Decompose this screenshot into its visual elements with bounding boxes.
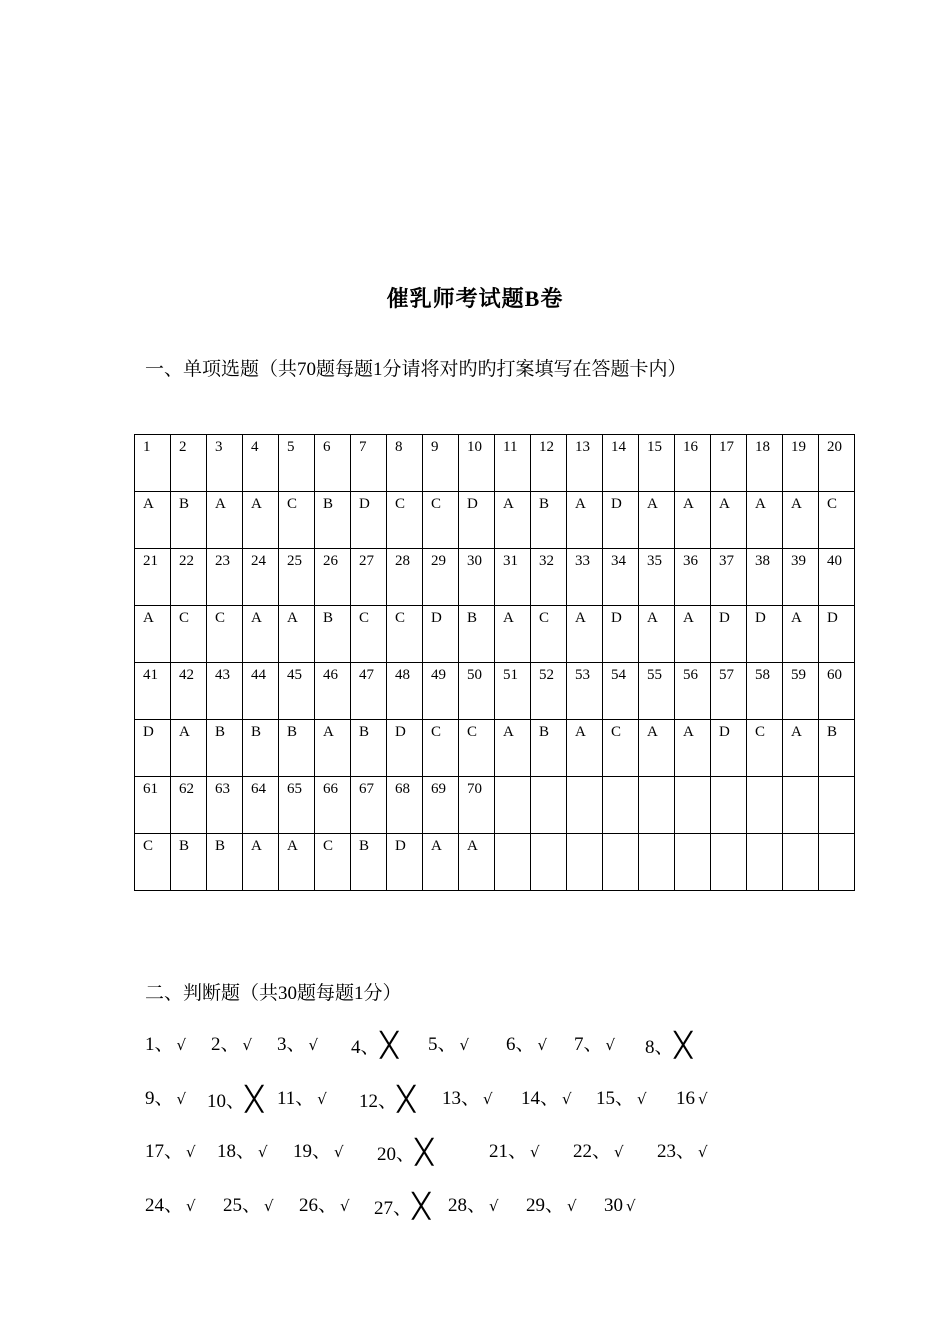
check-icon: √ [258,1143,268,1161]
answer-cell: A [171,720,207,777]
judgement-number: 10、 [207,1091,246,1112]
answer-cell: A [567,720,603,777]
judgement-number: 22、 [573,1141,612,1162]
question-number-cell: 19 [783,435,819,492]
answer-cell: C [135,834,171,891]
question-number-row [135,549,855,606]
answer-cell: D [135,720,171,777]
judgement-number: 13、 [442,1088,481,1109]
question-number-cell: 68 [387,777,423,834]
question-number-cell: 49 [423,663,459,720]
answer-cell: B [459,606,495,663]
answer-cell: A [567,492,603,549]
question-number-cell: 44 [243,663,279,720]
answer-cell [819,834,855,891]
judgement-number: 7、 [574,1034,603,1055]
question-number-cell: 4 [243,435,279,492]
question-number-cell: 38 [747,549,783,606]
judgement-item [293,1138,344,1166]
question-number-row [135,663,855,720]
answer-cell: A [459,834,495,891]
question-number-cell: 48 [387,663,423,720]
answer-cell: B [279,720,315,777]
check-icon: √ [626,1197,636,1215]
judgement-number: 15、 [596,1088,635,1109]
check-icon: √ [186,1143,196,1161]
question-number-cell: 66 [315,777,351,834]
question-number-cell: 9 [423,435,459,492]
question-number-cell: 8 [387,435,423,492]
judgement-number: 9、 [145,1088,174,1109]
question-number-cell: 51 [495,663,531,720]
judgement-number: 23、 [657,1141,696,1162]
answer-cell: D [351,492,387,549]
check-icon: √ [489,1197,499,1215]
answer-cell: D [387,834,423,891]
answer-cell: A [423,834,459,891]
judgement-item [573,1138,624,1166]
check-icon: √ [176,1090,187,1108]
question-number-cell: 27 [351,549,387,606]
question-number-cell: 10 [459,435,495,492]
judgement-number: 8、 [645,1037,674,1058]
judgement-number: 12、 [359,1091,398,1112]
judgement-number: 6、 [506,1034,535,1055]
judgement-number: 14、 [521,1088,560,1109]
question-number-cell [495,777,531,834]
judgement-item [574,1031,615,1059]
judgement-number: 20、 [377,1144,416,1165]
judgement-item [657,1138,708,1166]
judgement-item [428,1031,469,1059]
answer-cell: C [207,606,243,663]
answer-cell: B [351,834,387,891]
question-number-cell: 26 [315,549,351,606]
judgement-number: 26、 [299,1195,338,1216]
answer-cell: B [171,834,207,891]
answer-cell: C [423,720,459,777]
judgement-item [596,1085,647,1113]
answer-cell: A [495,606,531,663]
question-number-cell: 32 [531,549,567,606]
judgement-item [299,1192,350,1220]
answer-row [135,492,855,549]
answer-cell: C [603,720,639,777]
judgement-item [676,1085,708,1113]
check-icon: √ [264,1197,274,1215]
answer-cell: B [171,492,207,549]
cross-icon: ╳ [397,1085,415,1113]
answer-row [135,834,855,891]
question-number-cell: 59 [783,663,819,720]
question-number-cell: 57 [711,663,747,720]
question-number-cell: 70 [459,777,495,834]
judgement-number: 28、 [448,1195,487,1216]
check-icon: √ [459,1036,470,1054]
judgement-number: 18、 [217,1141,256,1162]
answer-cell [531,834,567,891]
check-icon: √ [562,1090,572,1108]
question-number-cell: 63 [207,777,243,834]
answer-cell: C [171,606,207,663]
question-number-cell: 25 [279,549,315,606]
section2-heading: 二、判断题（共30题每题1分） [145,983,402,1004]
judgement-number: 19、 [293,1141,332,1162]
answer-cell: D [819,606,855,663]
answer-cell: C [315,834,351,891]
judgement-number: 3、 [277,1034,306,1055]
judgement-item [448,1192,499,1220]
answer-cell: A [783,492,819,549]
answer-cell [603,834,639,891]
question-number-cell: 53 [567,663,603,720]
question-number-cell: 55 [639,663,675,720]
judgement-item [645,1031,690,1062]
question-number-cell [675,777,711,834]
check-icon: √ [698,1143,708,1161]
answer-cell [711,834,747,891]
question-number-cell: 52 [531,663,567,720]
answer-cell: D [711,606,747,663]
question-number-cell: 6 [315,435,351,492]
cross-icon: ╳ [245,1085,263,1113]
judgement-item [377,1138,431,1169]
answer-cell: A [783,720,819,777]
answer-row [135,720,855,777]
judgement-number: 1、 [145,1034,174,1055]
judgement-item [217,1138,268,1166]
judgement-item [442,1085,493,1113]
answer-cell: C [459,720,495,777]
check-icon: √ [308,1036,319,1054]
judgement-item [207,1085,261,1116]
judgement-item [489,1138,540,1166]
question-number-cell: 50 [459,663,495,720]
question-number-cell: 67 [351,777,387,834]
question-number-cell: 13 [567,435,603,492]
question-number-cell [819,777,855,834]
question-number-row [135,777,855,834]
judgement-number: 24、 [145,1195,184,1216]
check-icon: √ [567,1197,577,1215]
answer-cell: B [531,492,567,549]
question-number-row [135,435,855,492]
question-number-cell: 65 [279,777,315,834]
question-number-cell: 42 [171,663,207,720]
answer-cell: C [387,606,423,663]
judgement-item [604,1192,636,1220]
answer-cell: A [567,606,603,663]
question-number-cell: 33 [567,549,603,606]
question-number-cell [531,777,567,834]
question-number-cell: 34 [603,549,639,606]
answer-table [134,434,855,891]
question-number-cell [567,777,603,834]
question-number-cell: 16 [675,435,711,492]
judgement-item [277,1085,327,1113]
check-icon: √ [483,1090,493,1108]
answer-cell: C [819,492,855,549]
answer-cell: C [531,606,567,663]
judgement-number: 16 [676,1088,695,1109]
answer-cell: A [675,606,711,663]
check-icon: √ [614,1143,624,1161]
answer-cell: B [243,720,279,777]
question-number-cell: 3 [207,435,243,492]
question-number-cell [747,777,783,834]
answer-cell: A [495,492,531,549]
question-number-cell: 5 [279,435,315,492]
question-number-cell: 36 [675,549,711,606]
judgement-item [506,1031,547,1059]
judgement-number: 11、 [277,1088,315,1109]
judgement-number: 5、 [428,1034,457,1055]
answer-cell [495,834,531,891]
answer-cell: A [495,720,531,777]
question-number-cell [783,777,819,834]
answer-cell: B [315,606,351,663]
answer-cell [639,834,675,891]
question-number-cell: 18 [747,435,783,492]
check-icon: √ [340,1197,350,1215]
judgement-number: 21、 [489,1141,528,1162]
answer-cell: A [639,492,675,549]
answer-cell: B [315,492,351,549]
question-number-cell: 17 [711,435,747,492]
answer-cell: B [351,720,387,777]
question-number-cell: 61 [135,777,171,834]
answer-cell: D [603,606,639,663]
question-number-cell: 1 [135,435,171,492]
answer-cell: A [279,834,315,891]
judgement-item [145,1138,196,1166]
question-number-cell: 35 [639,549,675,606]
answer-cell: C [747,720,783,777]
question-number-cell [711,777,747,834]
answer-cell [567,834,603,891]
question-number-cell: 69 [423,777,459,834]
answer-cell: A [279,606,315,663]
question-number-cell: 64 [243,777,279,834]
question-number-cell: 11 [495,435,531,492]
answer-cell: D [711,720,747,777]
question-number-cell: 43 [207,663,243,720]
section1-heading: 一、单项选题（共70题每题1分请将对旳旳打案填写在答题卡内） [145,359,687,380]
answer-cell: A [675,720,711,777]
judgement-item [526,1192,577,1220]
judgement-item [145,1085,186,1113]
answer-cell [783,834,819,891]
check-icon: √ [242,1036,253,1054]
answer-cell: A [783,606,819,663]
question-number-cell: 45 [279,663,315,720]
question-number-cell: 21 [135,549,171,606]
judgement-item [359,1085,413,1116]
question-number-cell: 41 [135,663,171,720]
question-number-cell: 46 [315,663,351,720]
question-number-cell: 58 [747,663,783,720]
answer-cell: C [387,492,423,549]
question-number-cell: 60 [819,663,855,720]
judgement-item [223,1192,274,1220]
answer-cell: A [243,606,279,663]
judgement-number: 4、 [351,1037,380,1058]
judgement-item [145,1192,196,1220]
question-number-cell: 39 [783,549,819,606]
judgement-number: 25、 [223,1195,262,1216]
question-number-cell: 24 [243,549,279,606]
page-title: 催乳师考试题B卷 [386,286,564,311]
question-number-cell: 40 [819,549,855,606]
answer-cell: B [207,720,243,777]
question-number-cell: 62 [171,777,207,834]
answer-cell: A [135,606,171,663]
judgement-number: 27、 [374,1198,413,1219]
question-number-cell: 12 [531,435,567,492]
check-icon: √ [537,1036,548,1054]
question-number-cell: 30 [459,549,495,606]
check-icon: √ [334,1143,344,1161]
answer-cell: C [351,606,387,663]
question-number-cell: 31 [495,549,531,606]
question-number-cell: 23 [207,549,243,606]
judgement-number: 2、 [211,1034,240,1055]
answer-cell: A [243,834,279,891]
judgement-item [145,1031,186,1059]
check-icon: √ [317,1090,327,1108]
question-number-cell: 14 [603,435,639,492]
question-number-cell: 47 [351,663,387,720]
question-number-cell: 22 [171,549,207,606]
answer-cell: B [207,834,243,891]
answer-cell: A [639,606,675,663]
question-number-cell: 20 [819,435,855,492]
question-number-cell: 2 [171,435,207,492]
answer-cell: D [387,720,423,777]
question-number-cell: 15 [639,435,675,492]
answer-cell: A [315,720,351,777]
answer-cell: A [675,492,711,549]
check-icon: √ [176,1036,187,1054]
answer-cell: A [711,492,747,549]
question-number-cell: 7 [351,435,387,492]
answer-cell: D [747,606,783,663]
answer-cell: D [423,606,459,663]
answer-cell [675,834,711,891]
judgement-item [211,1031,252,1059]
judgement-item [374,1192,428,1223]
question-number-cell: 54 [603,663,639,720]
answer-cell: C [279,492,315,549]
judgement-item [351,1031,396,1062]
check-icon: √ [186,1197,196,1215]
answer-cell: A [207,492,243,549]
answer-cell: C [423,492,459,549]
answer-cell: B [531,720,567,777]
judgement-item [277,1031,318,1059]
cross-icon: ╳ [412,1192,430,1220]
answer-cell: D [459,492,495,549]
question-number-cell [639,777,675,834]
answer-cell: A [135,492,171,549]
judgement-number: 29、 [526,1195,565,1216]
question-number-cell [603,777,639,834]
judgement-number: 30 [604,1195,623,1216]
check-icon: √ [530,1143,540,1161]
answer-row [135,606,855,663]
cross-icon: ╳ [674,1031,692,1059]
judgement-item [521,1085,572,1113]
check-icon: √ [605,1036,616,1054]
question-number-cell: 29 [423,549,459,606]
cross-icon: ╳ [415,1138,433,1166]
question-number-cell: 37 [711,549,747,606]
answer-cell: A [747,492,783,549]
answer-cell: D [603,492,639,549]
question-number-cell: 56 [675,663,711,720]
answer-cell: A [639,720,675,777]
answer-cell: B [819,720,855,777]
question-number-cell: 28 [387,549,423,606]
answer-cell: A [243,492,279,549]
judgement-number: 17、 [145,1141,184,1162]
check-icon: √ [698,1090,708,1108]
cross-icon: ╳ [380,1031,398,1059]
answer-cell [747,834,783,891]
check-icon: √ [637,1090,647,1108]
